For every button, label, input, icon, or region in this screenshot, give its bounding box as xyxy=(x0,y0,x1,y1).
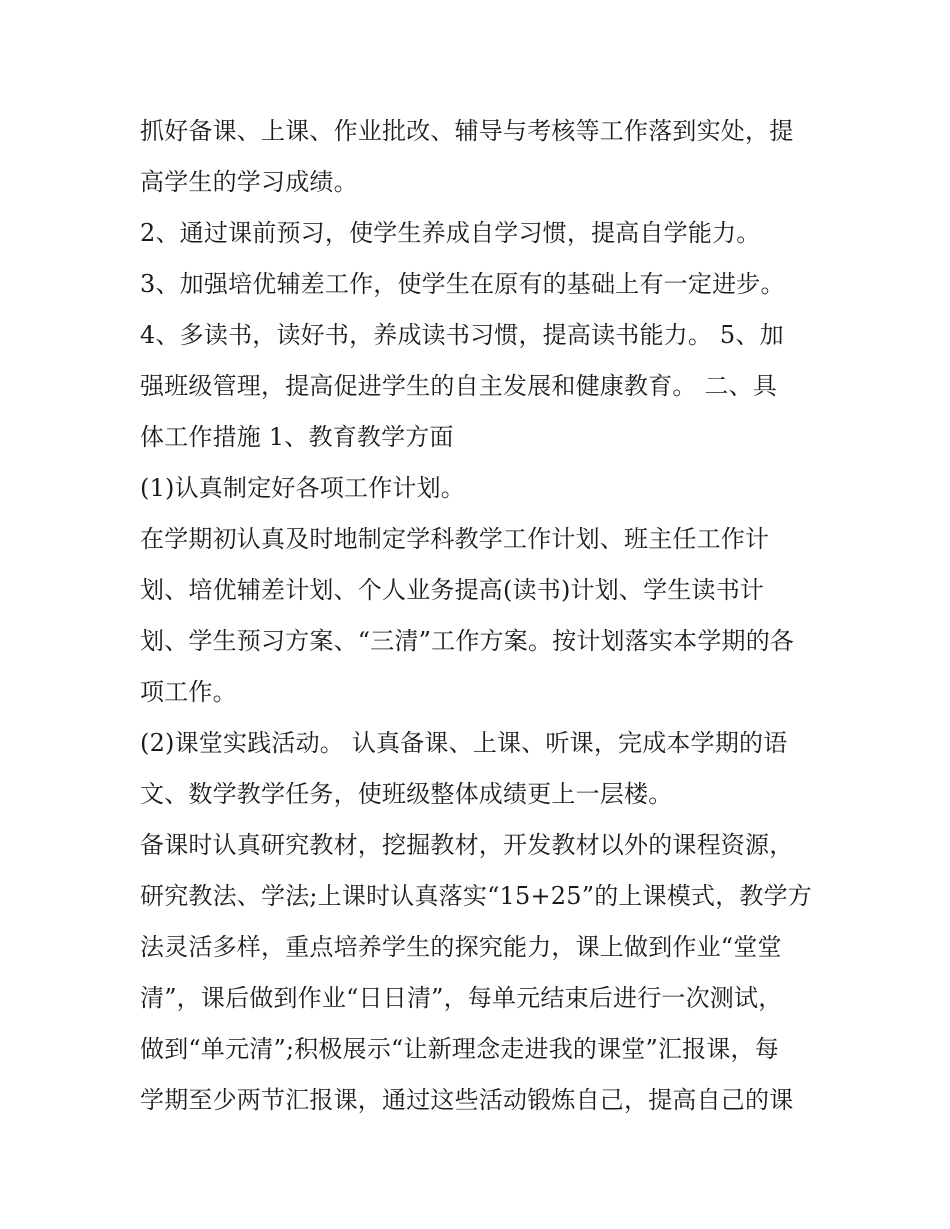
text-line: 3、加强培优辅差工作，使学生在原有的基础上有一定进步。 xyxy=(140,270,785,298)
text-line: 4、多读书，读好书，养成读书习惯，提高读书能力。 5、加 xyxy=(140,321,784,349)
text-line: 学期至少两节汇报课，通过这些活动锻炼自己，提高自己的课 xyxy=(140,1086,794,1114)
text-line: 高学生的学习成绩。 xyxy=(140,168,358,196)
text-line: 体工作措施 1、教育教学方面 xyxy=(140,423,454,451)
text-line: 研究教法、学法;上课时认真落实“15+25”的上课模式，教学方 xyxy=(140,882,813,910)
text-line: 法灵活多样，重点培养学生的探究能力，课上做到作业“堂堂 xyxy=(140,933,782,961)
text-line: (2)课堂实践活动。 认真备课、上课、听课，完成本学期的语 xyxy=(140,729,788,757)
text-line: 项工作。 xyxy=(140,678,237,706)
text-line: 在学期初认真及时地制定学科教学工作计划、班主任工作计 xyxy=(140,525,770,553)
text-line: 备课时认真研究教材，挖掘教材，开发教材以外的课程资源， xyxy=(140,831,794,859)
text-line: 文、数学教学任务，使班级整体成绩更上一层楼。 xyxy=(140,780,673,808)
text-line: 划、学生预习方案、“三清”工作方案。按计划落实本学期的各 xyxy=(140,627,795,655)
text-line: 2、通过课前预习，使学生养成自学习惯，提高自学能力。 xyxy=(140,219,761,247)
text-line: 清”，课后做到作业“日日清”，每单元结束后进行一次测试， xyxy=(140,984,783,1012)
document-body xyxy=(140,106,820,1126)
text-line: 抓好备课、上课、作业批改、辅导与考核等工作落到实处，提 xyxy=(140,117,794,145)
text-line: 做到“单元清”;积极展示“让新理念走进我的课堂”汇报课，每 xyxy=(140,1035,779,1063)
text-line: (1)认真制定好各项工作计划。 xyxy=(140,474,465,502)
text-line: 强班级管理，提高促进学生的自主发展和健康教育。 二、具 xyxy=(140,372,778,400)
text-line: 划、培优辅差计划、个人业务提高(读书)计划、学生读书计 xyxy=(140,576,765,604)
